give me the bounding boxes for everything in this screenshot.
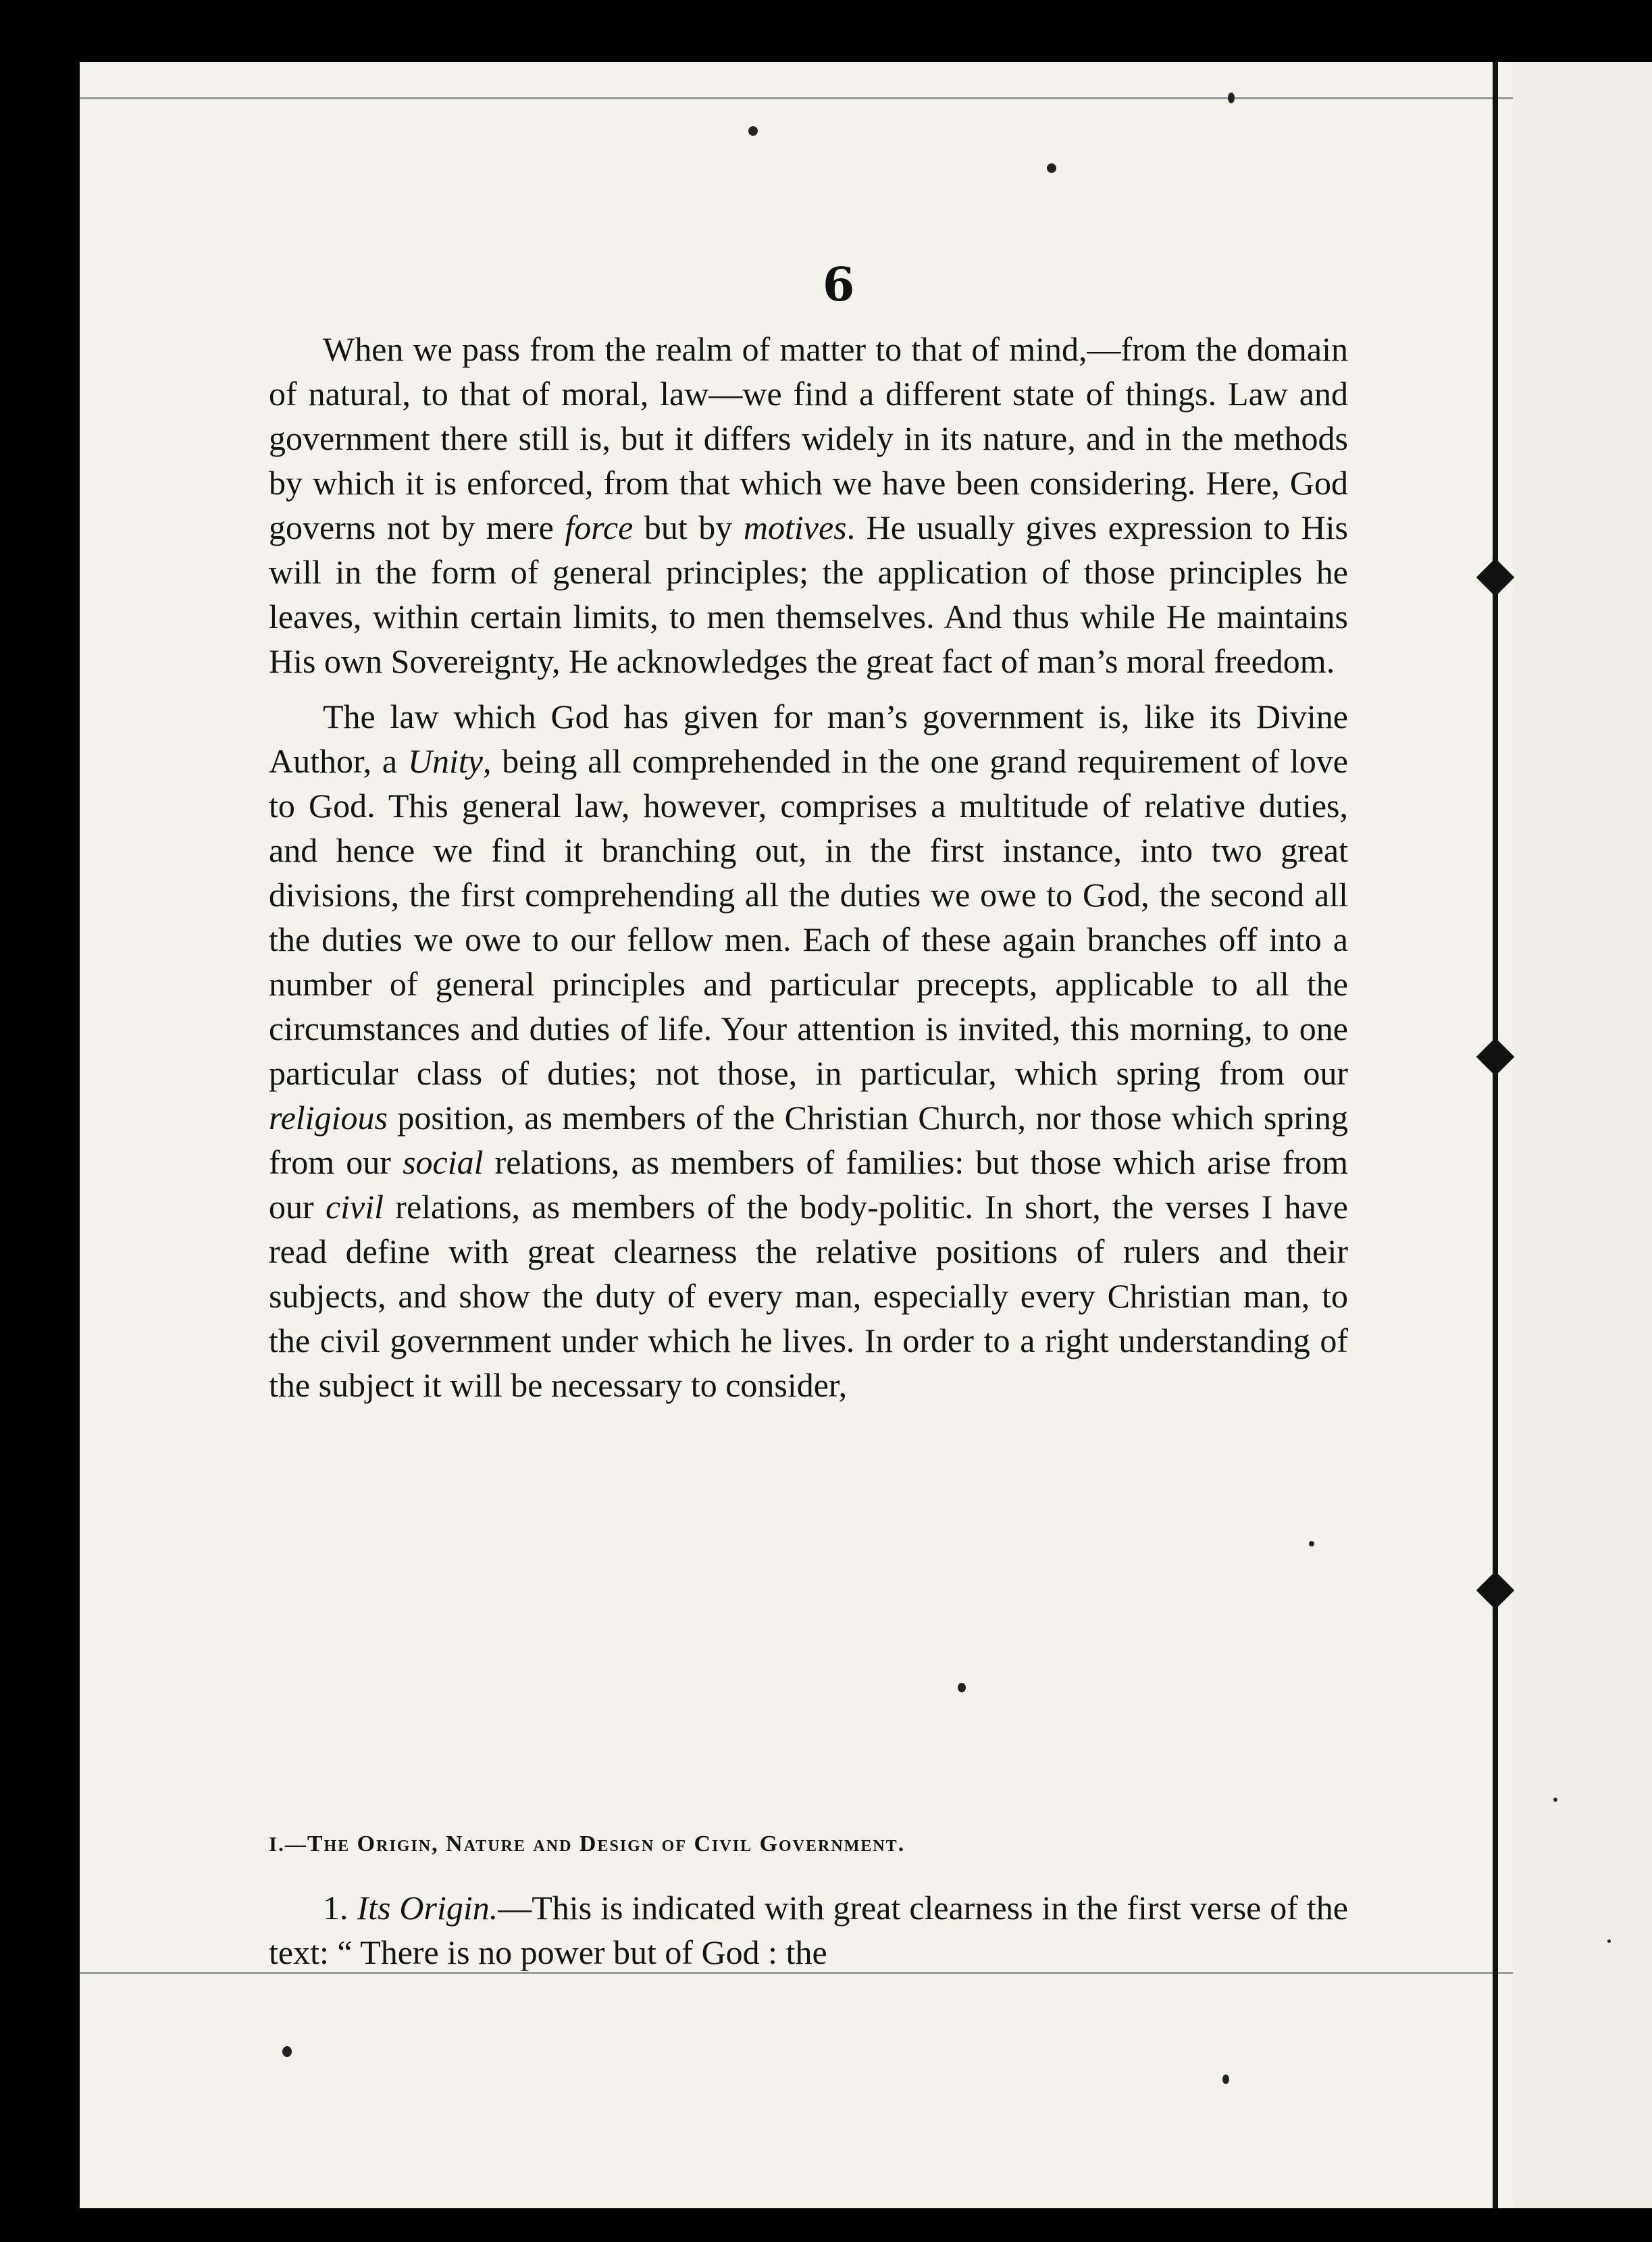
scan-speck xyxy=(1607,1939,1611,1943)
paragraph-2 xyxy=(269,694,1348,1407)
scan-speck xyxy=(1228,93,1235,103)
scan-speck xyxy=(282,2046,292,2057)
italic-term: religious xyxy=(269,1099,388,1137)
scan-speck xyxy=(1553,1798,1557,1802)
text-run: The law which God has given for man’s government is, like its Divine Author, a xyxy=(269,698,1348,780)
italic-term: civil xyxy=(325,1188,384,1226)
body-text xyxy=(269,327,1348,1407)
subsection-paragraph xyxy=(269,1885,1348,1975)
subsection-text: —This is indicated with great clearness in the first verse of the text: “ There is no power but of God : the xyxy=(269,1889,1348,1971)
text-run: relations, as members of the body-politic. In short, the verses I have read define with great clearness the relative positions of rulers and their subjects, and show the duty of every man, especially every Christian man, to the civil government under which he lives. In order to a right understanding of the subject it will be necessary to consider, xyxy=(269,1188,1348,1404)
bottom-edge-rule xyxy=(80,1972,1513,1974)
section-heading xyxy=(269,1831,1348,1857)
subsection-title: Its Origin. xyxy=(357,1889,498,1927)
facing-page-edge xyxy=(1513,62,1652,2208)
italic-term: Unity xyxy=(407,742,483,780)
scan-speck xyxy=(1222,2075,1229,2084)
scan-speck xyxy=(1047,163,1056,173)
section-numeral: I.— xyxy=(269,1832,307,1856)
section-title: The Origin, Nature and Design of Civil Government. xyxy=(307,1831,906,1856)
text-run: but by xyxy=(633,509,744,546)
text-run: . He usually gives expression to His will in the form of general principles; the application of those principles he leaves, within certain limits, to men themselves. And thus while He maintains His own Sovereignty, He acknowledges the great fact of man’s moral freedom. xyxy=(269,509,1348,680)
text-run: , being all comprehended in the one grand requirement of love to God. This general law, however, comprises a multitude of relative duties, and hence we find it branching out, in the first instance, into two great divisions, the first comprehending all the duties we owe to God, the second all the duties we owe to our fellow men. Each of these again branches off into a number of general principles and particular precepts, applicable to all the circumstances and duties of life. Your attention is invited, this morning, to one particular class of duties; not those, in particular, which spring from our xyxy=(269,742,1348,1092)
top-edge-rule xyxy=(80,97,1513,99)
subsection-number: 1. xyxy=(323,1889,349,1927)
italic-term: force xyxy=(565,509,634,546)
page-number: 6 xyxy=(823,258,855,312)
scanned-page xyxy=(80,62,1513,2208)
text-run: relations, as members of families: but those which arise from our xyxy=(269,1143,1348,1226)
italic-term: social xyxy=(403,1143,484,1181)
scan-speck xyxy=(958,1683,966,1692)
scan-speck xyxy=(1309,1541,1314,1546)
paragraph-1 xyxy=(269,327,1348,683)
binding-line xyxy=(1493,62,1498,2208)
scan-speck xyxy=(748,126,758,136)
italic-term: motives xyxy=(743,509,847,546)
text-run: When we pass from the realm of matter to that of mind,—from the domain of natural, to that of moral, law—we find a different state of things. Law and government there still is, but it differs widely in its nature, and in the methods by which it is enforced, from that which we have been considering. Here, God governs not by mere xyxy=(269,330,1348,546)
text-run: position, as members of the Christian Church, nor those which spring from our xyxy=(269,1099,1348,1181)
